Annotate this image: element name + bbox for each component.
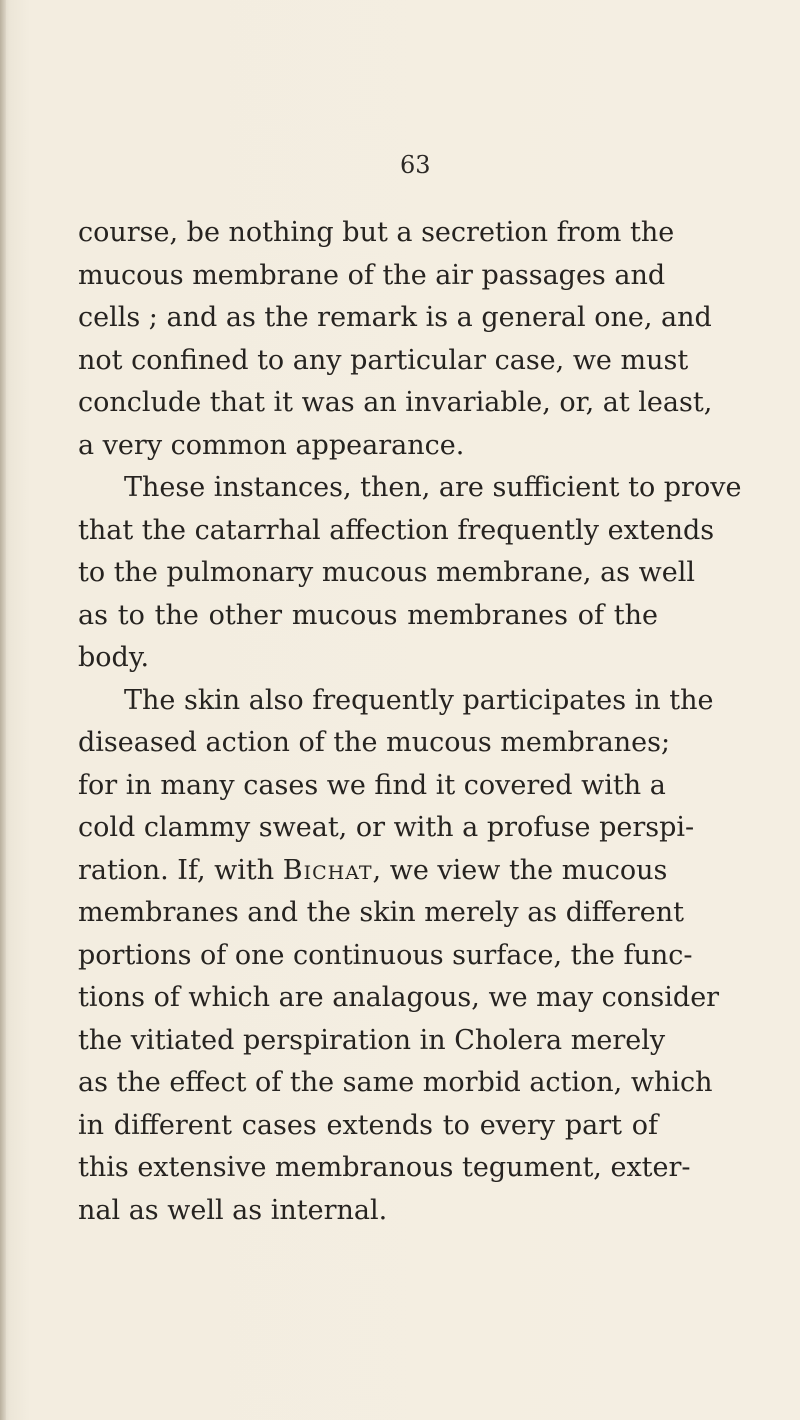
page-number: 63 <box>400 151 431 179</box>
text-line: diseased action of the mucous membranes; <box>78 727 671 758</box>
text-line: portions of one continuous surface, the func- <box>78 939 693 971</box>
text-segment: ration. If, with <box>78 854 283 886</box>
text-line: the vitiated perspiration in Cholera merely <box>78 1024 666 1056</box>
text-line: as to the other mucous membranes of the <box>78 599 658 631</box>
body-text <box>78 212 742 1232</box>
paragraph-start-line: The skin also frequently participates in the <box>124 684 714 716</box>
text-line: that the catarrhal affection frequently extends <box>78 514 715 546</box>
text-line: nal as well as internal. <box>78 1194 388 1226</box>
text-line: mucous membrane of the air passages and <box>78 259 666 291</box>
text-line: tions of which are analagous, we may consider <box>78 982 720 1013</box>
text-line-with-name <box>78 850 668 893</box>
author-name: Bichat <box>282 854 373 886</box>
text-line: not confined to any particular case, we must <box>78 344 689 376</box>
text-segment: , we view the mucous <box>372 854 668 886</box>
text-line: to the pulmonary mucous membrane, as well <box>78 557 695 588</box>
text-line: conclude that it was an invariable, or, at least, <box>78 387 713 418</box>
text-line: body. <box>78 642 150 673</box>
text-line: course, be nothing but a secretion from the <box>78 217 675 248</box>
text-line: this extensive membranous tegument, exter- <box>78 1152 691 1183</box>
text-line: as the effect of the same morbid action, which <box>78 1067 713 1098</box>
page-binding-edge <box>0 0 6 1420</box>
text-line: membranes and the skin merely as different <box>78 897 684 928</box>
text-line: for in many cases we find it covered with a <box>78 769 666 801</box>
text-line: a very common appearance. <box>78 429 465 461</box>
text-line: cold clammy sweat, or with a profuse perspi- <box>78 812 695 843</box>
text-line: in different cases extends to every part of <box>78 1109 658 1141</box>
paragraph-start-line: These instances, then, are sufficient to prove <box>124 472 742 503</box>
text-line: cells ; and as the remark is a general one, and <box>78 302 712 333</box>
